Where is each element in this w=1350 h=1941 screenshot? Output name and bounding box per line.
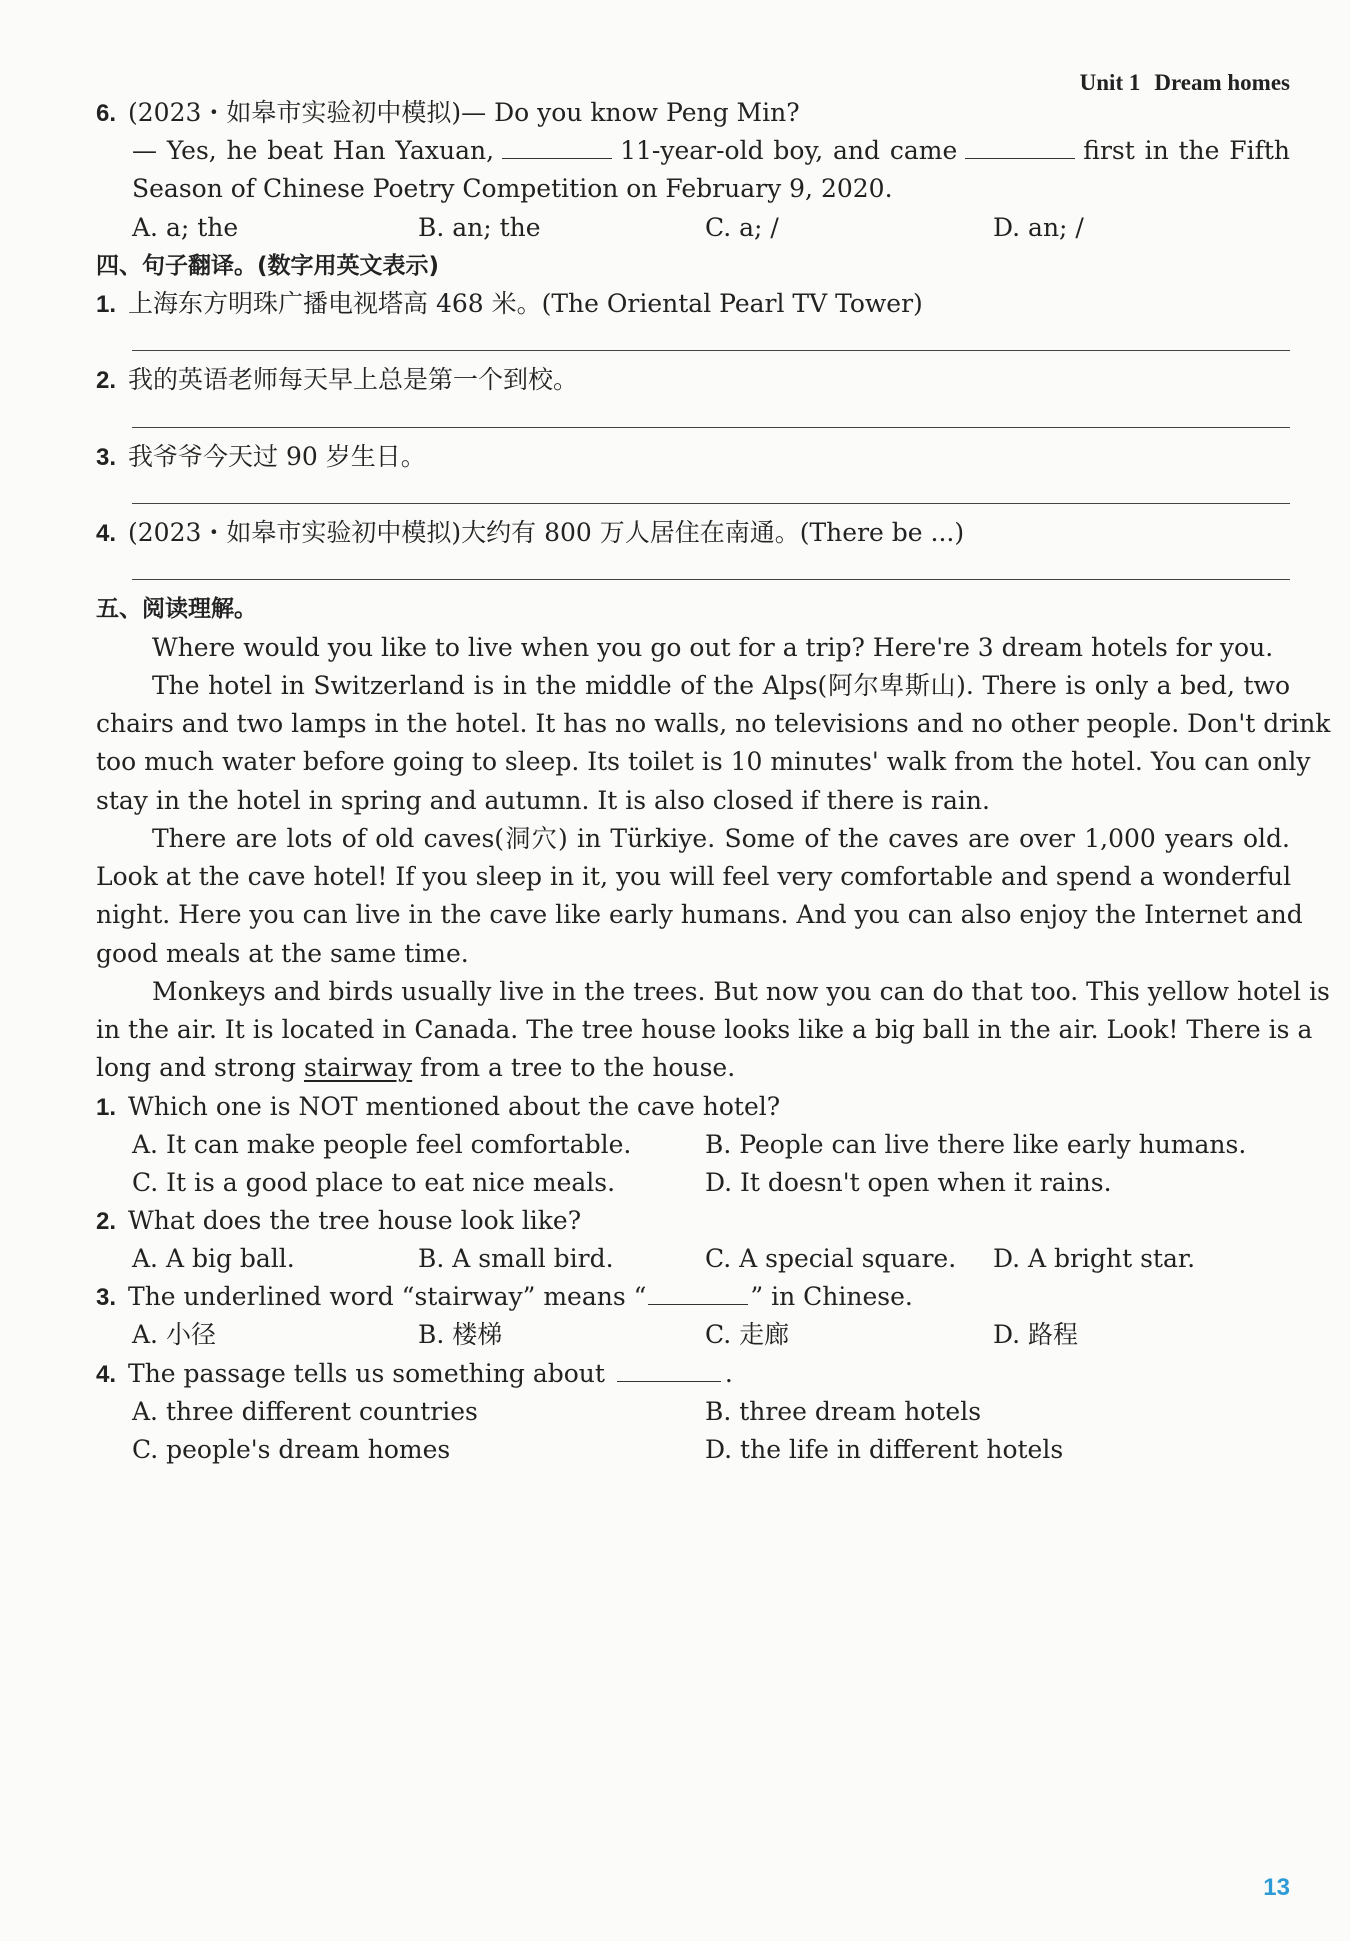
item-number: 1.: [96, 291, 117, 318]
question-number: 4.: [96, 1361, 117, 1388]
passage-line: Monkeys and birds usually live in the trees. But now you can do that too. This yellow hotel is: [152, 977, 1330, 1006]
q6-number: 6.: [96, 100, 117, 127]
q1-option-a[interactable]: A. It can make people feel comfortable.: [132, 1130, 632, 1159]
passage-line: stay in the hotel in spring and autumn. It is also closed if there is rain.: [96, 786, 990, 815]
q6-option-b[interactable]: B. an; the: [418, 213, 541, 242]
passage-line: Look at the cave hotel! If you sleep in it, you will feel very comfortable and spend a wonderful: [96, 862, 1292, 891]
item-text: (2023・如皋市实验初中模拟)大约有 800 万人居住在南通。(There be ...): [128, 518, 965, 547]
question-text: Which one is NOT mentioned about the cave hotel?: [128, 1092, 781, 1121]
reading-q3: [96, 1280, 913, 1315]
passage-line: night. Here you can live in the cave like early humans. And you can also enjoy the Internet and: [96, 900, 1303, 929]
running-header: [1066, 70, 1290, 96]
q4-option-d[interactable]: D. the life in different hotels: [705, 1435, 1064, 1464]
q4-option-c[interactable]: C. people's dream homes: [132, 1435, 451, 1464]
underlined-word: stairway: [304, 1053, 413, 1082]
q2-option-c[interactable]: C. A special square.: [705, 1244, 957, 1273]
passage-line: too much water before going to sleep. Its toilet is 10 minutes' walk from the hotel. You can only: [96, 747, 1311, 776]
passage-line: chairs and two lamps in the hotel. It has no walls, no televisions and no other people. Don't drink: [96, 709, 1331, 738]
q6-stem-text: (2023・如皋市实验初中模拟)— Do you know Peng Min?: [128, 98, 800, 127]
q4-option-a[interactable]: A. three different countries: [132, 1397, 478, 1426]
question-text: What does the tree house look like?: [128, 1206, 582, 1235]
q2-option-a[interactable]: A. A big ball.: [132, 1244, 295, 1273]
passage-line: good meals at the same time.: [96, 939, 469, 968]
passage-line: Where would you like to live when you go out for a trip? Here're 3 dream hotels for you.: [152, 633, 1274, 662]
item-text: 上海东方明珠广播电视塔高 468 米。(The Oriental Pearl TV Tower): [128, 289, 923, 318]
item-text: 我爷爷今天过 90 岁生日。: [128, 442, 426, 471]
q6-line3: Season of Chinese Poetry Competition on February 9, 2020.: [132, 174, 893, 203]
item-number: 3.: [96, 444, 117, 471]
q6-line2-a: — Yes, he beat Han Yaxuan,: [132, 136, 495, 165]
section4-title: 四、句子翻译。(数字用英文表示): [96, 253, 440, 279]
item-number: 4.: [96, 520, 117, 547]
q3-option-c[interactable]: C. 走廊: [705, 1320, 790, 1349]
q6-line2-b: 11-year-old boy, and came: [620, 136, 958, 165]
item-text: 我的英语老师每天早上总是第一个到校。: [128, 365, 579, 394]
answer-line-4[interactable]: [132, 579, 1290, 580]
answer-line-2[interactable]: [132, 427, 1290, 428]
passage-line-last: [96, 1051, 735, 1085]
q3-option-b[interactable]: B. 楼梯: [418, 1320, 503, 1349]
header-unit: Unit 1: [1079, 70, 1141, 95]
q6-option-c[interactable]: C. a; /: [705, 213, 779, 242]
q6-stem: [96, 96, 800, 131]
q6-blank-2[interactable]: [965, 134, 1075, 159]
translate-item-1: [96, 287, 923, 322]
q6-line2: [132, 134, 1290, 168]
q1-option-b[interactable]: B. People can live there like early humans.: [705, 1130, 1247, 1159]
reading-q1: [96, 1090, 780, 1125]
q1-option-c[interactable]: C. It is a good place to eat nice meals.: [132, 1168, 616, 1197]
reading-q2: [96, 1204, 581, 1239]
q4-option-b[interactable]: B. three dream hotels: [705, 1397, 982, 1426]
question-text: The passage tells us something about: [128, 1359, 605, 1388]
question-text-end: .: [724, 1359, 733, 1388]
translate-item-4: [96, 516, 964, 551]
translate-item-3: [96, 440, 426, 475]
page-number: 13: [1263, 1874, 1290, 1901]
q6-option-a[interactable]: A. a; the: [132, 213, 239, 242]
q6-blank-1[interactable]: [502, 134, 612, 159]
passage-line: The hotel in Switzerland is in the middle of the Alps(阿尔卑斯山). There is only a bed, two: [152, 671, 1290, 700]
section5-title: 五、阅读理解。: [96, 596, 257, 622]
translate-item-2: [96, 363, 578, 398]
q6-line2-c: first in the Fifth: [1083, 136, 1290, 165]
question-text: The underlined word “stairway” means “: [128, 1282, 647, 1311]
q6-option-d[interactable]: D. an; /: [993, 213, 1084, 242]
passage-text: long and strong: [96, 1053, 297, 1082]
passage-line: There are lots of old caves(洞穴) in Türkiye. Some of the caves are over 1,000 years old.: [152, 824, 1290, 853]
answer-line-3[interactable]: [132, 503, 1290, 504]
question-number: 1.: [96, 1094, 117, 1121]
question-text-end: ” in Chinese.: [750, 1282, 913, 1311]
passage-text: from a tree to the house.: [420, 1053, 736, 1082]
q3-option-a[interactable]: A. 小径: [132, 1320, 216, 1349]
q2-option-d[interactable]: D. A bright star.: [993, 1244, 1196, 1273]
header-title: Dream homes: [1154, 70, 1290, 95]
q2-option-b[interactable]: B. A small bird.: [418, 1244, 614, 1273]
reading-q4: [96, 1357, 733, 1392]
item-number: 2.: [96, 367, 117, 394]
passage-line: in the air. It is located in Canada. The tree house looks like a big ball in the air. Look! There is a: [96, 1015, 1313, 1044]
q3-blank[interactable]: [648, 1280, 748, 1305]
answer-line-1[interactable]: [132, 350, 1290, 351]
q4-blank[interactable]: [617, 1357, 721, 1382]
q3-option-d[interactable]: D. 路程: [993, 1320, 1079, 1349]
question-number: 2.: [96, 1208, 117, 1235]
question-number: 3.: [96, 1284, 117, 1311]
q1-option-d[interactable]: D. It doesn't open when it rains.: [705, 1168, 1112, 1197]
